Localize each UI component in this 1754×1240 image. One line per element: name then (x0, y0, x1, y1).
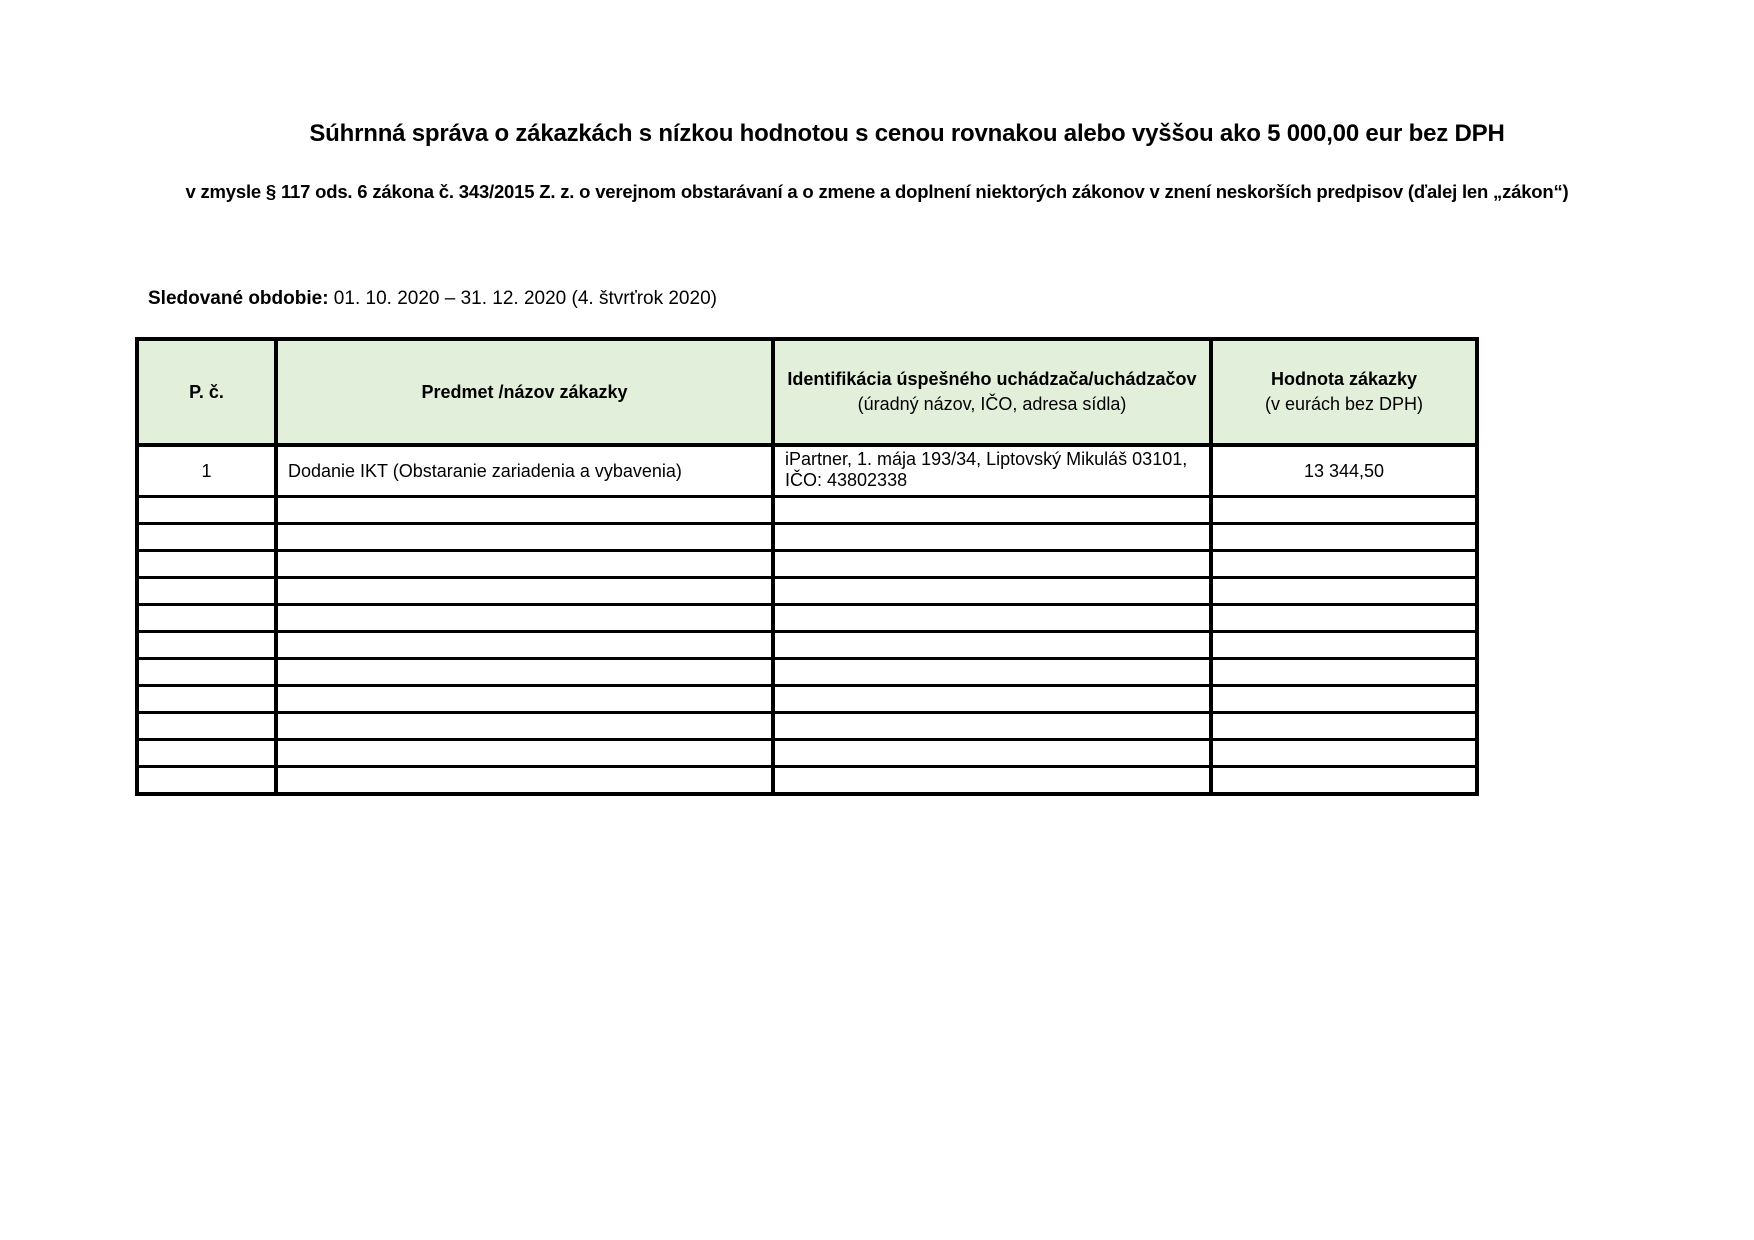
header-subject: Predmet /názov zákazky (276, 339, 773, 445)
empty-cell (137, 497, 276, 524)
header-value-sub: (v eurách bez DPH) (1264, 394, 1424, 414)
empty-cell (773, 767, 1211, 795)
empty-row (137, 740, 1477, 767)
empty-cell (773, 632, 1211, 659)
empty-cell (137, 524, 276, 551)
header-supplier-sub: (úradný názov, IČO, adresa sídla) (857, 394, 1127, 414)
empty-cell (276, 713, 773, 740)
header-number: P. č. (137, 339, 276, 445)
empty-row (137, 605, 1477, 632)
empty-cell (1211, 767, 1477, 795)
header-supplier (773, 339, 1211, 445)
empty-cell (276, 632, 773, 659)
empty-cell (137, 659, 276, 686)
empty-cell (773, 524, 1211, 551)
reporting-period (148, 288, 717, 310)
empty-cell (1211, 497, 1477, 524)
empty-row (137, 713, 1477, 740)
empty-row (137, 524, 1477, 551)
empty-cell (137, 632, 276, 659)
header-value (1211, 339, 1477, 445)
empty-cell (773, 740, 1211, 767)
empty-cell (276, 605, 773, 632)
empty-cell (773, 605, 1211, 632)
empty-cell (276, 551, 773, 578)
empty-cell (773, 497, 1211, 524)
empty-row (137, 578, 1477, 605)
empty-row (137, 686, 1477, 713)
empty-cell (137, 713, 276, 740)
empty-cell (1211, 659, 1477, 686)
empty-cell (773, 659, 1211, 686)
empty-cell (276, 524, 773, 551)
empty-cell (1211, 578, 1477, 605)
empty-row (137, 551, 1477, 578)
empty-cell (773, 713, 1211, 740)
row-supplier-line2: IČO: 43802338 (785, 470, 908, 490)
empty-cell (1211, 686, 1477, 713)
empty-row (137, 659, 1477, 686)
document-subtitle: v zmysle § 117 ods. 6 zákona č. 343/2015 Z. z. o verejnom obstarávaní a o zmene a doplnení niektorých zákonov v znení neskorších predpisov (ďalej len „zákon“) (185, 181, 1569, 202)
row-supplier-line1: iPartner, 1. mája 193/34, Liptovský Mikuláš 03101, (785, 449, 1188, 469)
contracts-table (135, 337, 1479, 796)
empty-cell (276, 659, 773, 686)
empty-cell (773, 551, 1211, 578)
empty-cell (137, 740, 276, 767)
empty-cell (773, 578, 1211, 605)
empty-cell (137, 578, 276, 605)
row-number: 1 (137, 445, 276, 497)
period-label: Sledované obdobie: (148, 288, 329, 309)
empty-cell (276, 578, 773, 605)
empty-cell (1211, 551, 1477, 578)
empty-cell (276, 740, 773, 767)
empty-cell (276, 767, 773, 795)
period-value: 01. 10. 2020 – 31. 12. 2020 (4. štvrťrok 2020) (328, 288, 717, 309)
empty-row (137, 767, 1477, 795)
empty-cell (1211, 632, 1477, 659)
row-supplier (773, 445, 1211, 497)
empty-cell (276, 497, 773, 524)
empty-row (137, 632, 1477, 659)
empty-cell (137, 605, 276, 632)
empty-cell (1211, 740, 1477, 767)
empty-cell (137, 686, 276, 713)
empty-cell (773, 686, 1211, 713)
row-subject: Dodanie IKT (Obstaranie zariadenia a vybavenia) (276, 445, 773, 497)
empty-cell (1211, 524, 1477, 551)
empty-cell (1211, 605, 1477, 632)
table-header-row (137, 339, 1477, 445)
document-title: Súhrnná správa o zákazkách s nízkou hodnotou s cenou rovnakou alebo vyššou ako 5 000,00 eur bez DPH (309, 120, 1505, 147)
empty-cell (276, 686, 773, 713)
empty-cell (137, 767, 276, 795)
empty-cell (1211, 713, 1477, 740)
header-value-title: Hodnota zákazky (1270, 369, 1418, 389)
table-row (137, 445, 1477, 497)
header-supplier-title: Identifikácia úspešného uchádzača/uchádzačov (787, 369, 1197, 389)
row-value: 13 344,50 (1211, 445, 1477, 497)
empty-cell (137, 551, 276, 578)
empty-row (137, 497, 1477, 524)
